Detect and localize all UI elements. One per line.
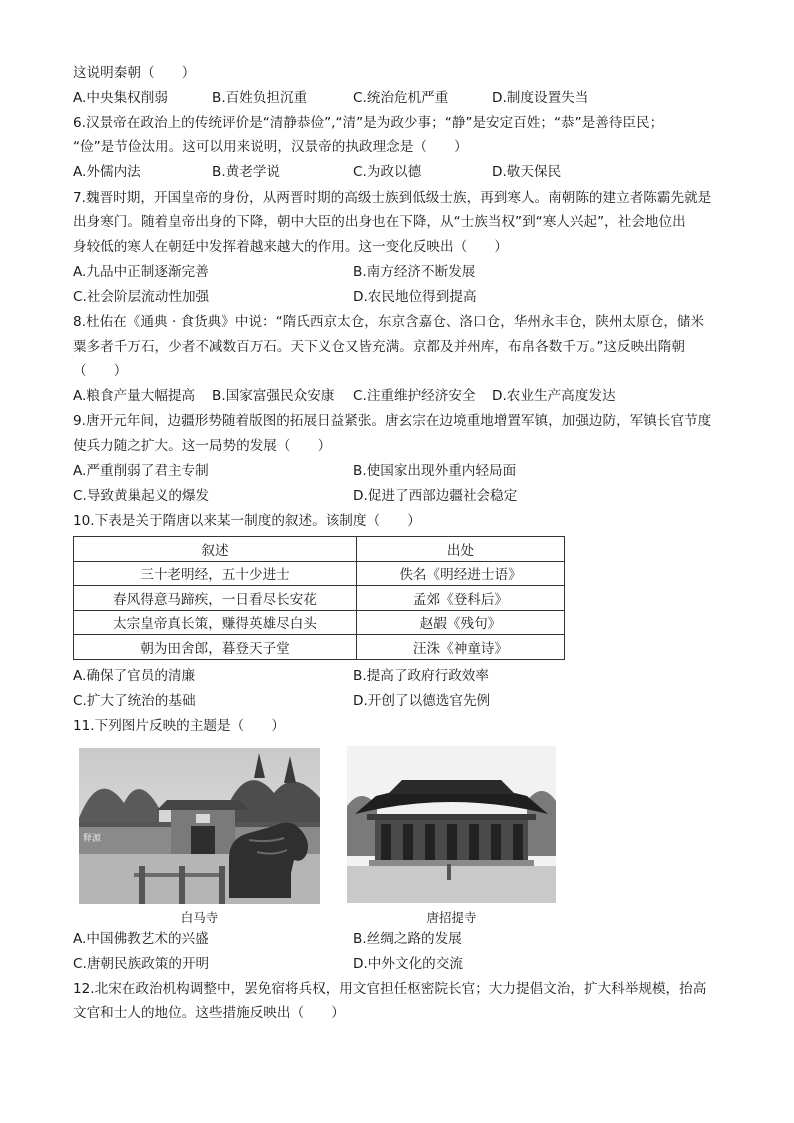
table-cell-description: 春风得意马蹄疾，一日看尽长安花 <box>74 586 357 611</box>
q6-option-b[interactable]: B.黄老学说 <box>212 164 281 180</box>
q7-stem-line-3: 身较低的寒人在朝廷中发挥着越来越大的作用。这一变化反映出（ ） <box>73 239 508 255</box>
q11-option-d[interactable]: D.中外文化的交流 <box>353 956 463 972</box>
q7-option-c[interactable]: C.社会阶层流动性加强 <box>73 289 210 305</box>
q10-stem: 10.下表是关于隋唐以来某一制度的叙述。该制度（ ） <box>73 513 421 529</box>
q5-stem-tail: 这说明秦朝（ ） <box>73 65 196 81</box>
table-cell-source: 汪洙《神童诗》 <box>357 635 565 660</box>
table-row <box>74 610 565 635</box>
q7-option-d[interactable]: D.农民地位得到提高 <box>353 289 477 305</box>
table-row <box>74 586 565 611</box>
table-row <box>74 561 565 586</box>
q5-option-d[interactable]: D.制度设置失当 <box>492 90 589 106</box>
q9-option-a[interactable]: A.严重削弱了君主专制 <box>73 463 209 479</box>
q7-stem-line-1: 7.魏晋时期，开国皇帝的身份，从两晋时期的高级士族到低级士族，再到寒人。南朝陈的建立者陈霸先就是 <box>73 190 712 206</box>
baima-temple-caption: 白马寺 <box>180 910 219 925</box>
q6-stem-line-2: “俭”是节俭汰用。这可以用来说明，汉景帝的执政理念是（ ） <box>73 139 468 155</box>
table-cell-source: 孟郊《登科后》 <box>357 586 565 611</box>
baima-temple-photo <box>79 748 320 904</box>
q10-table <box>73 536 565 660</box>
q11-option-c[interactable]: C.唐朝民族政策的开明 <box>73 956 210 972</box>
q8-option-d[interactable]: D.农业生产高度发达 <box>492 388 616 404</box>
q7-stem-line-2: 出身寒门。随着皇帝出身的下降，朝中大臣的出身也在下降，从“士族当权”到“寒人兴起”，社会地位出 <box>73 214 686 230</box>
table-cell-source: 佚名《明经进士语》 <box>357 561 565 586</box>
q9-option-b[interactable]: B.使国家出现外重内轻局面 <box>353 463 517 479</box>
table-cell-source: 赵嘏《残句》 <box>357 610 565 635</box>
q10-option-a[interactable]: A.确保了官员的清廉 <box>73 668 196 684</box>
toshodaiji-temple-photo <box>347 746 556 903</box>
toshodaiji-temple-caption: 唐招提寺 <box>426 910 477 925</box>
q12-stem-line-2: 文官和士人的地位。这些措施反映出（ ） <box>73 1005 345 1021</box>
table-header-description: 叙述 <box>74 537 357 562</box>
q8-stem-line-2: 粟多者千万石，少者不减数百万石。天下义仓又皆充满。京都及并州库，布帛各数千万。”这反映出隋朝 <box>73 339 685 355</box>
q7-option-a[interactable]: A.九品中正制逐渐完善 <box>73 264 209 280</box>
q8-stem-line-3: （ ） <box>73 363 128 379</box>
q6-option-d[interactable]: D.敬天保民 <box>492 164 562 180</box>
q10-option-d[interactable]: D.开创了以德选官先例 <box>353 693 491 709</box>
q10-option-b[interactable]: B.提高了政府行政效率 <box>353 668 489 684</box>
q5-option-a[interactable]: A.中央集权削弱 <box>73 90 168 106</box>
q11-option-a[interactable]: A.中国佛教艺术的兴盛 <box>73 931 209 947</box>
q8-option-b[interactable]: B.国家富强民众安康 <box>212 388 335 404</box>
q6-option-c[interactable]: C.为政以德 <box>353 164 422 180</box>
q8-option-a[interactable]: A.粮食产量大幅提高 <box>73 388 196 404</box>
q11-option-b[interactable]: B.丝绸之路的发展 <box>353 931 462 947</box>
q6-option-a[interactable]: A.外儒内法 <box>73 164 141 180</box>
q8-stem-line-1: 8.杜佑在《通典 · 食货典》中说：“隋氏西京太仓，东京含嘉仓、洛口仓，华州永丰仓，陕州太原仓，储米 <box>73 314 705 330</box>
q9-option-d[interactable]: D.促进了西部边疆社会稳定 <box>353 488 518 504</box>
q6-stem-line-1: 6.汉景帝在政治上的传统评价是“清静恭俭”,“清”是为政少事；“静”是安定百姓；“恭”是善待臣民； <box>73 115 664 131</box>
q9-stem-line-1: 9.唐开元年间，边疆形势随着版图的拓展日益紧张。唐玄宗在边境重地增置军镇，加强边防，军镇长官节度 <box>73 413 712 429</box>
table-cell-description: 太宗皇帝真长策，赚得英雄尽白头 <box>74 610 357 635</box>
table-row <box>74 635 565 660</box>
q8-option-c[interactable]: C.注重维护经济安全 <box>353 388 476 404</box>
q7-option-b[interactable]: B.南方经济不断发展 <box>353 264 476 280</box>
table-cell-description: 三十老明经，五十少进士 <box>74 561 357 586</box>
q12-stem-line-1: 12.北宋在政治机构调整中，罢免宿将兵权，用文官担任枢密院长官；大力提倡文治，扩大科举规模，抬高 <box>73 981 707 997</box>
q9-option-c[interactable]: C.导致黄巢起义的爆发 <box>73 488 210 504</box>
q5-option-b[interactable]: B.百姓负担沉重 <box>212 90 308 106</box>
table-cell-description: 朝为田舍郎，暮登天子堂 <box>74 635 357 660</box>
table-header-source: 出处 <box>357 537 565 562</box>
q10-option-c[interactable]: C.扩大了统治的基础 <box>73 693 196 709</box>
q9-stem-line-2: 使兵力随之扩大。这一局势的发展（ ） <box>73 438 332 454</box>
q11-stem: 11.下列图片反映的主题是（ ） <box>73 718 285 734</box>
table-header-row <box>74 537 565 562</box>
gate-plaque-text: 释源 <box>83 834 102 844</box>
q5-option-c[interactable]: C.统治危机严重 <box>353 90 449 106</box>
